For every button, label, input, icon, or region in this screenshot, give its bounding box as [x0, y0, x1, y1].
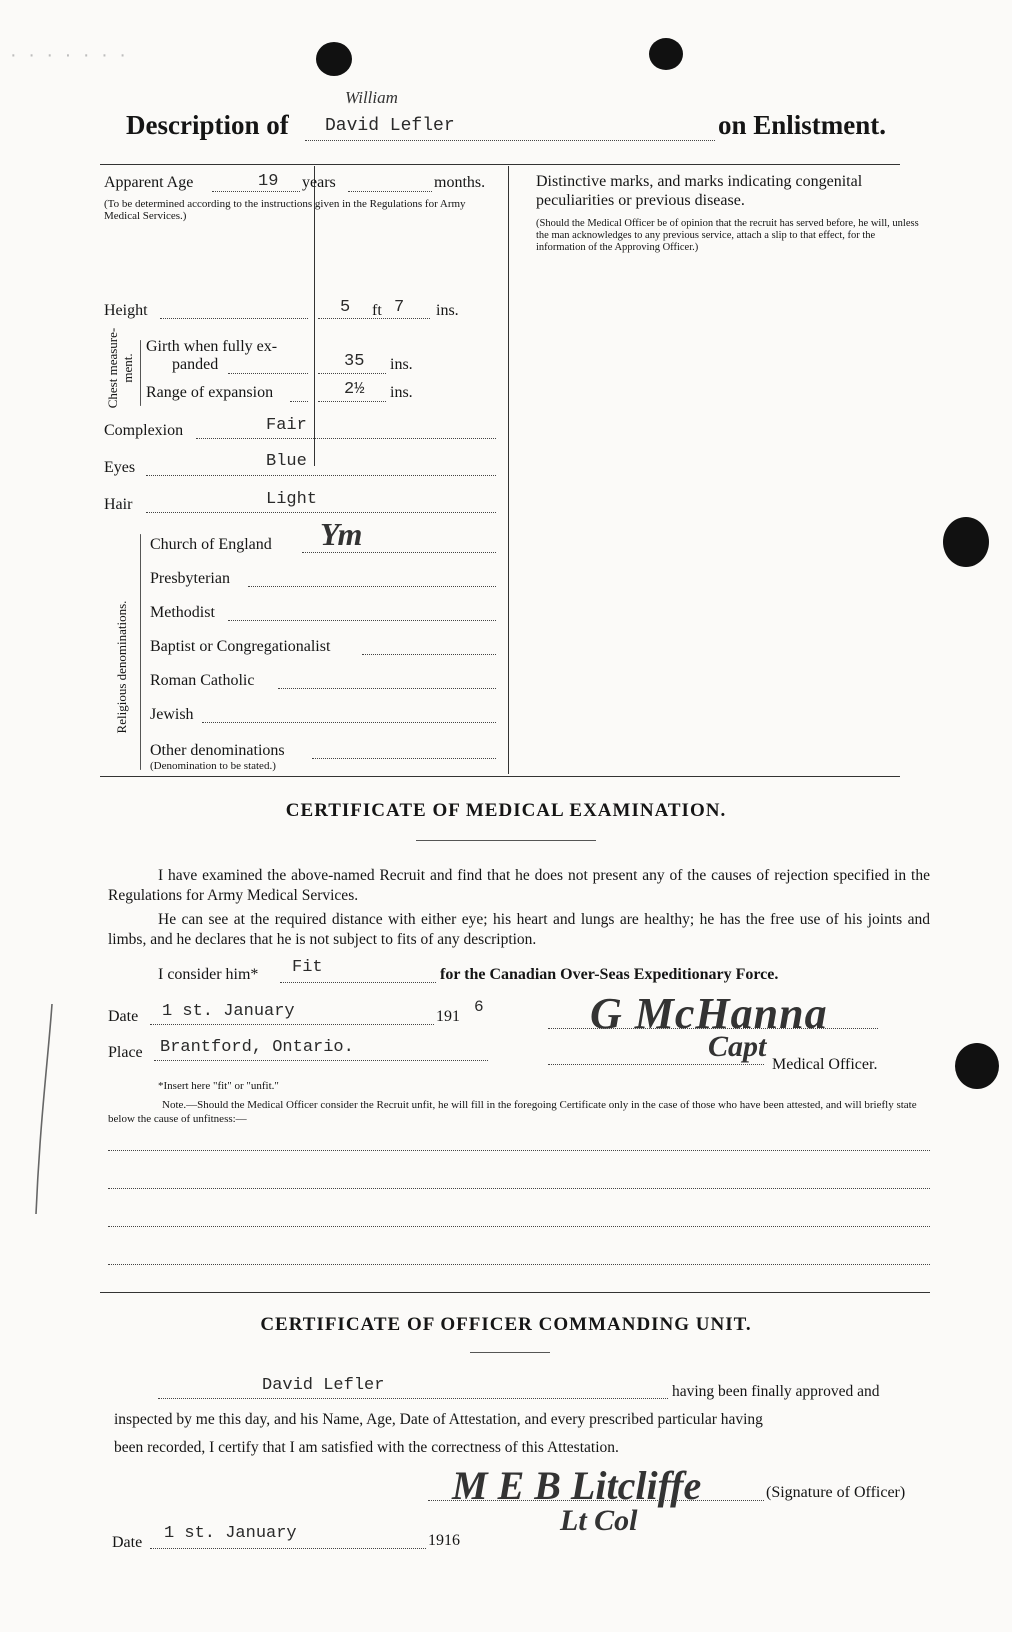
chest-bracket	[140, 340, 141, 406]
section-rule	[100, 1292, 930, 1293]
commanding-officer-signature: M E B Litcliffe	[452, 1463, 702, 1508]
faint-stamp: · · · · · · ·	[10, 44, 129, 66]
range-label: Range of expansion	[146, 384, 274, 401]
unfitness-line	[108, 1264, 930, 1265]
commanding-signature-line	[428, 1500, 764, 1501]
medical-officer-rank: Capt	[708, 1030, 767, 1063]
title-prefix: Description of	[126, 110, 289, 140]
commanding-certificate-title: CERTIFICATE OF OFFICER COMMANDING UNIT.	[260, 1314, 752, 1335]
religion-roman-catholic: Roman Catholic	[150, 672, 255, 689]
unfit-note: Note.—Should the Medical Officer consider the Recruit unfit, he will fill in the foregoing Certificate only in the case of those who have been attested, and will briefly state below the cause of unfitness:—	[108, 1099, 917, 1125]
medical-date-label: Date	[108, 1008, 139, 1025]
recruit-name: David Lefler	[325, 116, 455, 136]
eyes-line	[146, 475, 496, 476]
place-line	[154, 1060, 488, 1061]
age-note: (To be determined according to the instructions given in the Regulations for Army Medical Services.)	[104, 198, 466, 222]
signature-of-officer-label: (Signature of Officer)	[766, 1484, 906, 1501]
margin-pencil-stroke	[30, 1000, 60, 1220]
height-line	[160, 318, 308, 319]
religion-baptist: Baptist or Congregationalist	[150, 638, 331, 655]
distinctive-marks-title: Distinctive marks, and marks indicating congenital peculiarities or previous disease.	[536, 173, 863, 209]
height-feet: 5	[340, 298, 351, 317]
chest-label: Chest measure-ment.	[105, 327, 135, 409]
hair-line	[146, 512, 496, 513]
range-unit: ins.	[390, 384, 413, 401]
punch-hole	[649, 38, 683, 70]
religion-label: Religious denominations.	[114, 600, 129, 734]
commanding-officer-rank: Lt Col	[560, 1504, 638, 1537]
title-suffix: on Enlistment.	[718, 110, 887, 140]
year-prefix: 191	[436, 1008, 460, 1025]
unfitness-line	[108, 1188, 930, 1189]
religion-church-of-england: Church of England	[150, 536, 272, 553]
hair-value: Light	[266, 490, 318, 509]
religion-methodist: Methodist	[150, 604, 215, 621]
officer-line	[548, 1064, 764, 1065]
ins-label: ins.	[436, 302, 459, 319]
complexion-label: Complexion	[104, 422, 184, 439]
commanding-name-line	[158, 1398, 668, 1399]
table-top-rule	[100, 164, 900, 165]
age-label: Apparent Age	[104, 174, 194, 191]
religion-line	[248, 586, 496, 587]
commanding-year: 1916	[428, 1532, 460, 1549]
force-label: for the Canadian Over-Seas Expeditionary Force.	[440, 966, 779, 983]
girth-value: 35	[344, 352, 365, 371]
place-value: Brantford, Ontario.	[160, 1038, 354, 1057]
commanding-line-2: inspected by me this day, and his Name, Age, Date of Attestation, and every prescribed particular having	[114, 1411, 763, 1428]
medical-certificate-title: CERTIFICATE OF MEDICAL EXAMINATION.	[285, 800, 727, 821]
unfitness-line	[108, 1150, 930, 1151]
commanding-line-3: been recorded, I certify that I am satisfied with the correctness of this Attestation.	[114, 1439, 619, 1456]
religion-line	[202, 722, 496, 723]
religion-mark: Ym	[320, 516, 361, 552]
religion-other: Other denominations	[150, 742, 285, 759]
eyes-label: Eyes	[104, 459, 136, 476]
complexion-line	[196, 438, 496, 439]
complexion-value: Fair	[266, 416, 307, 435]
punch-hole	[955, 1043, 999, 1089]
hair-label: Hair	[104, 496, 133, 513]
eyes-value: Blue	[266, 452, 307, 471]
fitness-value: Fit	[292, 958, 323, 977]
commanding-date-label: Date	[112, 1534, 143, 1551]
name-line	[305, 140, 715, 141]
signature-line	[548, 1028, 878, 1029]
months-line	[348, 191, 432, 192]
girth-line	[228, 373, 308, 374]
medical-paragraph-1: I have examined the above-named Recruit and find that he does not present any of the causes of rejection specified in the Regulations for Army Medical Services.	[108, 867, 930, 904]
height-label: Height	[104, 302, 148, 319]
consider-label: I consider him*	[158, 966, 259, 983]
ft-label: ft	[372, 302, 382, 319]
religion-line	[278, 688, 496, 689]
medical-paragraph-2: He can see at the required distance with either eye; his heart and lungs are healthy; he has the free use of his joints and limbs, and he declares that he is not subject to fits of any description.	[108, 911, 930, 948]
given-name-insert: William	[345, 88, 398, 107]
insert-note: *Insert here "fit" or "unfit."	[158, 1080, 279, 1092]
range-line	[290, 401, 308, 402]
medical-officer-label: Medical Officer.	[772, 1056, 878, 1073]
commanding-date-line	[150, 1548, 426, 1549]
column-divider	[508, 166, 509, 774]
religion-bracket	[140, 534, 141, 770]
commanding-date-value: 1 st. January	[164, 1524, 297, 1543]
religion-line	[228, 620, 496, 621]
title-rule	[470, 1352, 550, 1353]
religion-line	[312, 758, 496, 759]
punch-hole	[943, 517, 989, 567]
medical-officer-signature: G McHanna	[590, 989, 828, 1038]
religion-line	[362, 654, 496, 655]
age-line	[212, 191, 300, 192]
commanding-line-1: having been finally approved and	[672, 1383, 880, 1400]
fitness-line	[280, 982, 436, 983]
girth-value-line	[318, 373, 386, 374]
table-bottom-rule	[100, 776, 900, 777]
punch-hole	[316, 42, 352, 76]
title-rule	[416, 840, 596, 841]
age-value: 19	[258, 172, 279, 191]
years-label: years	[302, 174, 336, 191]
distinctive-marks-note: (Should the Medical Officer be of opinion that the recruit has served before, he will, unless the man acknowledges to any previous service, attach a slip to that effect, for the information of the Approving Officer.)	[536, 218, 919, 253]
commanding-recruit-name: David Lefler	[262, 1376, 385, 1395]
girth-unit: ins.	[390, 356, 413, 373]
height-value-line	[318, 318, 430, 319]
girth-label: Girth when fully ex-	[146, 338, 278, 355]
religion-jewish: Jewish	[150, 706, 194, 723]
range-value-line	[318, 401, 386, 402]
religion-presbyterian: Presbyterian	[150, 570, 230, 587]
months-label: months.	[434, 174, 486, 191]
medical-date-line	[150, 1024, 434, 1025]
year-suffix: 6	[474, 998, 484, 1016]
girth-label-2: panded	[172, 356, 219, 373]
height-inches: 7	[394, 298, 405, 317]
range-value: 2½	[344, 380, 365, 399]
denomination-note: (Denomination to be stated.)	[150, 760, 276, 772]
unfitness-line	[108, 1226, 930, 1227]
medical-date-value: 1 st. January	[162, 1002, 295, 1021]
place-label: Place	[108, 1044, 143, 1061]
